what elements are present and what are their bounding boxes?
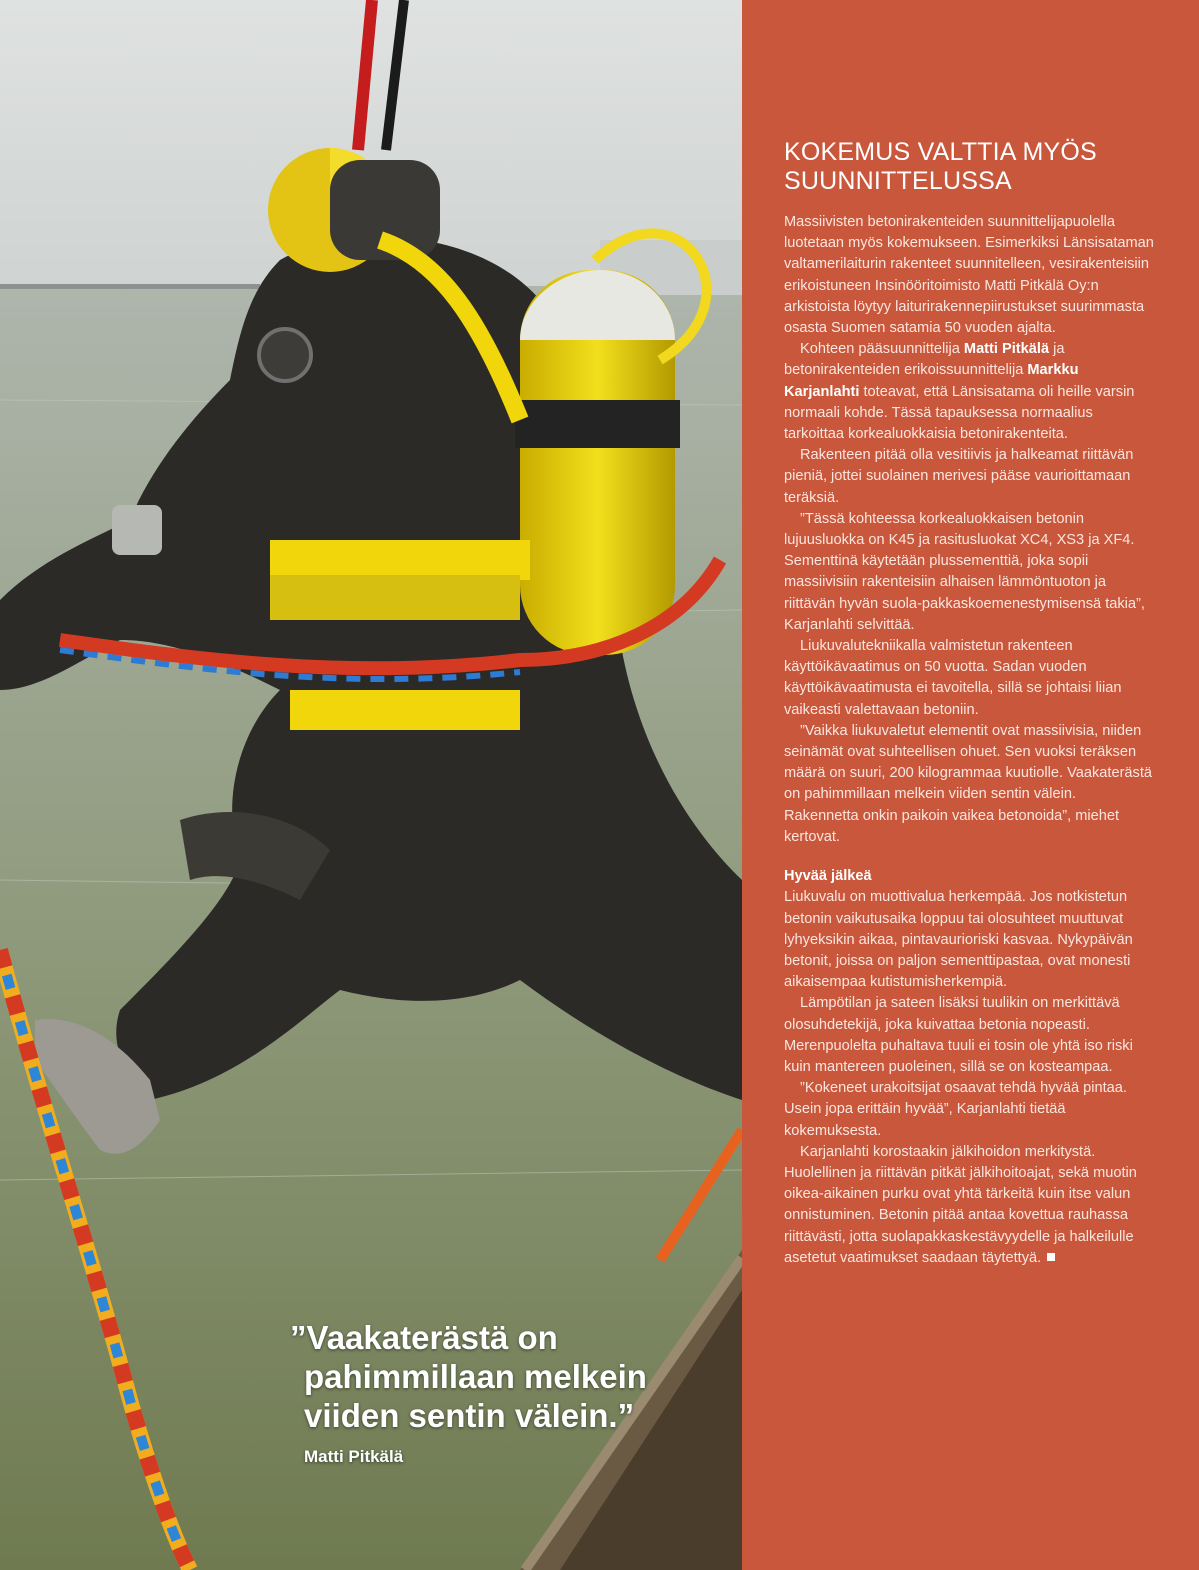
paragraph-8: Lämpötilan ja sateen lisäksi tuulikin on merkittävä olosuhdetekijä, joka kuivattaa betonia nopeasti. Merenpuolelta puhaltava tuuli ei tosin ole yhtä iso riski kuin mantereen puoleinen, sillä se on kosteampaa. — [784, 995, 1133, 1075]
paragraph-2-start: Kohteen pääsuunnittelija — [800, 341, 964, 358]
paragraph-2 — [784, 339, 1154, 445]
pull-quote — [290, 1318, 710, 1467]
paragraph-4: ”Tässä kohteessa korkealuokkaisen betonin lujuusluokka on K45 ja rasitusluokat XC4, XS3 ja XF4. Sementtinä käytetään plussementtiä, joka sopii massiivisiin rakenteisiin alhaisen lämmöntuoton ja riittävän hyvän suola-pakkaskoemenestymisensä takia”, Karjanlahti selvittää. — [784, 510, 1145, 633]
name-matti-pitkala: Matti Pitkälä — [963, 341, 1050, 358]
paragraph-1: Massiivisten betonirakenteiden suunnittelijapuolella luotetaan myös kokemukseen. Esimerkiksi Länsisataman valtamerilaiturin rakenteet suunnitelleen, vesirakenteisiin erikoistuneen Insinööritoimisto Matti Pitkälä Oy:n arkistoista löytyy laiturirakennepiirustukset suurimmasta osasta Suomen satamia 50 vuoden ajalta. — [784, 214, 1154, 337]
pull-quote-text: ”Vaakaterästä on pahimmillaan melkein viiden sentin välein.” — [290, 1319, 647, 1434]
article-subheading: Hyvää jälkeä — [784, 868, 872, 885]
pull-quote-author: Matti Pitkälä — [304, 1447, 404, 1466]
paragraph-3: Rakenteen pitää olla vesitiivis ja halkeamat riittävän pieniä, jottei suolainen merivesi pääse vaurioittamaan teräksiä. — [784, 447, 1134, 506]
paragraph-10-text: Karjanlahti korostaakin jälkihoidon merkitystä. Huolellinen ja riittävän pitkät jälkihoitoajat, sekä muotin oikea-aikainen purku ovat yhtä tärkeitä kuin itse valun onnistuminen. Betonin pitää antaa kovettua rauhassa riittävästi, jotta suolapakkaskestävyydelle ja halkeilulle asetetut vaatimukset saadaan täytettyä. — [784, 1143, 1137, 1266]
name-markku-karjanlahti: Markku Karjanlahti — [784, 362, 1079, 400]
article-panel — [742, 0, 1199, 1570]
paragraph-2-end: toteavat, että Länsisatama oli heille varsin normaali kohde. Tässä tapauksessa normaalius tarkoittaa korkealuokkaisia betonirakenteita. — [784, 383, 1135, 443]
paragraph-2-middle: ja betonirakenteiden erikoissuunnittelija — [784, 341, 1065, 379]
article-heading: KOKEMUS VALTTIA MYÖS SUUNNITTELUSSA — [784, 138, 1097, 195]
paragraph-7: Liukuvalu on muottivalua herkempää. Jos notkistetun betonin vaikutusaika loppuu tai olosuhteet muuttuvat lyhyeksikin aikaa, pintavaurioriski kasvaa. Nykypäivän betonit, joissa on paljon sementtipastaa, ovat monesti aikaisempaa kutistumisherkempiä. — [784, 889, 1133, 991]
end-mark-icon — [1047, 1253, 1055, 1261]
paragraph-5: Liukuvalutekniikalla valmistetun rakenteen käyttöikävaatimus on 50 vuotta. Sadan vuoden käyttöikävaatimusta ei tavoitella, sillä se johtaisi liian vaikeasti valettavaan betoniin. — [784, 638, 1122, 718]
paragraph-9: ”Kokeneet urakoitsijat osaavat tehdä hyvää pintaa. Usein jopa erittäin hyvää”, Karjanlahti tietää kokemuksesta. — [784, 1080, 1127, 1139]
article-content — [784, 138, 1154, 1269]
paragraph-10 — [784, 1142, 1154, 1269]
paragraph-6: ”Vaikka liukuvaletut elementit ovat massiivisia, niiden seinämät ovat suhteellisen ohuet. Sen vuoksi teräksen määrä on suuri, 200 kilogrammaa kuutiolle. Vaakaterästä on pahimmillaan melkein viiden sentin välein. Rakennetta onkin paikoin vaikea betonoida”, miehet kertovat. — [784, 722, 1153, 845]
